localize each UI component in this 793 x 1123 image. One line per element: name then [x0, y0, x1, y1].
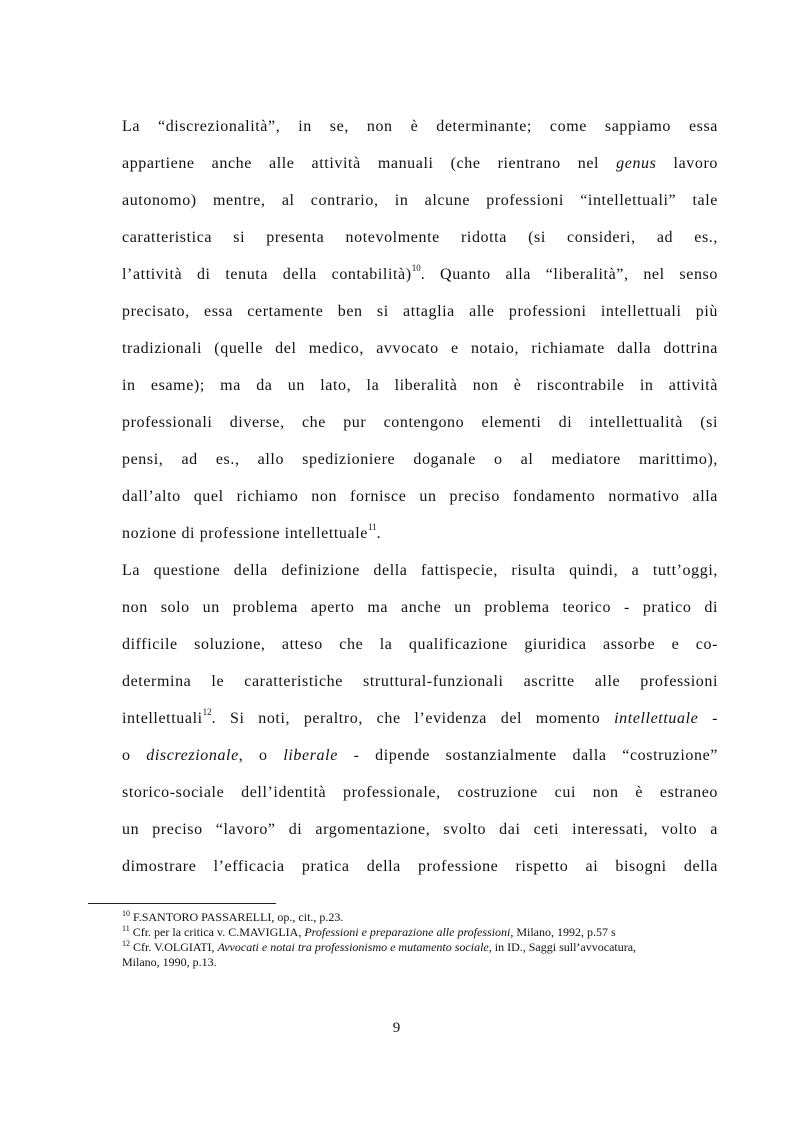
- text-span: professionali diverse, che pur contengono elementi di intellettualità (si: [122, 414, 718, 431]
- text-line: [122, 589, 718, 626]
- text-line: [122, 848, 718, 885]
- text-span: autonomo) mentre, al contrario, in alcune professioni “intellettuali” tale: [122, 192, 718, 209]
- footnote-text: F.SANTORO PASSARELLI, op., cit., p.23.: [130, 910, 344, 924]
- text-span: tradizionali (quelle del medico, avvocato e notaio, richiamate dalla dottrina: [122, 340, 718, 357]
- text-line: [122, 515, 718, 552]
- footnote-text: Milano, 1990, p.13.: [122, 955, 217, 969]
- text-span: . Quanto alla “liberalità”, nel senso: [420, 266, 718, 283]
- text-line: [122, 404, 718, 441]
- text-line: [122, 108, 718, 145]
- italic-term: intellettuale: [614, 710, 699, 727]
- text-span: storico-sociale dell’identità professionale, costruzione cui non è estraneo: [122, 784, 718, 801]
- text-span: .: [376, 525, 382, 542]
- text-line: [122, 700, 718, 737]
- text-span: dimostrare l’efficacia pratica della professione rispetto ai bisogni della: [122, 858, 718, 875]
- text-span: o: [122, 747, 147, 764]
- footnote-number: 11: [122, 924, 130, 933]
- text-line: [122, 737, 718, 774]
- text-line: [122, 367, 718, 404]
- text-span: . Si noti, peraltro, che l’evidenza del momento: [211, 710, 615, 727]
- footnote-text: , in ID., Saggi sull’avvocatura,: [488, 940, 637, 954]
- text-span: difficile soluzione, atteso che la qualificazione giuridica assorbe e co-: [122, 636, 718, 653]
- text-line: [122, 330, 718, 367]
- footnote-number: 10: [122, 909, 130, 918]
- text-span: l’attività di tenuta della contabilità): [122, 266, 412, 283]
- footnote-12: [122, 940, 722, 970]
- text-span: precisato, essa certamente ben si attaglia alle professioni intellettuali più: [122, 303, 718, 320]
- text-span: La questione della definizione della fattispecie, risulta quindi, a tutt’oggi,: [122, 562, 718, 579]
- text-span: nozione di professione intellettuale: [122, 525, 368, 542]
- text-line: [122, 774, 718, 811]
- footnote-ref[interactable]: 11: [367, 521, 377, 532]
- text-span: - dipende sostanzialmente dalla “costruzione”: [337, 747, 718, 764]
- text-span: appartiene anche alle attività manuali (che rientrano nel: [122, 155, 617, 172]
- text-line: [122, 441, 718, 478]
- footnote-11: [122, 925, 722, 940]
- footnote-separator: [88, 903, 276, 904]
- text-span: determina le caratteristiche struttural-funzionali ascritte alle professioni: [122, 673, 718, 690]
- text-span: caratteristica si presenta notevolmente ridotta (si consideri, ad es.,: [122, 229, 718, 246]
- footnote-text: Cfr. V.OLGIATI,: [130, 940, 218, 954]
- italic-term: genus: [616, 155, 657, 172]
- text-line: [122, 626, 718, 663]
- text-span: lavoro: [656, 155, 718, 172]
- text-span: -: [698, 710, 718, 727]
- text-line: [122, 663, 718, 700]
- italic-term: discrezionale: [146, 747, 239, 764]
- text-line: [122, 552, 718, 589]
- text-line: [122, 293, 718, 330]
- footnotes: [122, 910, 722, 970]
- text-span: pensi, ad es., allo spedizioniere doganale o al mediatore marittimo),: [122, 451, 718, 468]
- text-span: intellettuali: [122, 710, 203, 727]
- text-span: , o: [238, 747, 284, 764]
- text-line: [122, 811, 718, 848]
- text-span: un preciso “lavoro” di argomentazione, svolto dai ceti interessati, volto a: [122, 821, 718, 838]
- footnote-title: Professioni e preparazione alle professioni: [304, 925, 511, 939]
- text-span: dall’alto quel richiamo non fornisce un preciso fondamento normativo alla: [122, 488, 718, 505]
- footnote-text: , Milano, 1992, p.57 s: [510, 925, 616, 939]
- text-span: in esame); ma da un lato, la liberalità non è riscontrabile in attività: [122, 377, 718, 394]
- text-line: [122, 182, 718, 219]
- text-line: [122, 478, 718, 515]
- footnote-ref[interactable]: 10: [411, 262, 421, 273]
- text-line: [122, 256, 718, 293]
- page-number: 9: [392, 1020, 401, 1036]
- footnote-10: [122, 910, 722, 925]
- text-line: [122, 219, 718, 256]
- footnote-number: 12: [122, 939, 130, 948]
- text-span: non solo un problema aperto ma anche un problema teorico - pratico di: [122, 599, 718, 616]
- italic-term: liberale: [283, 747, 338, 764]
- footnote-text: Cfr. per la critica v. C.MAVIGLIA,: [129, 925, 305, 939]
- body-text: [122, 108, 718, 885]
- footnote-title: Avvocati e notai tra professionismo e mutamento sociale: [217, 940, 489, 954]
- text-line: [122, 145, 718, 182]
- text-span: La “discrezionalità”, in se, non è determinante; come sappiamo essa: [122, 118, 718, 135]
- footnote-ref[interactable]: 12: [202, 706, 212, 717]
